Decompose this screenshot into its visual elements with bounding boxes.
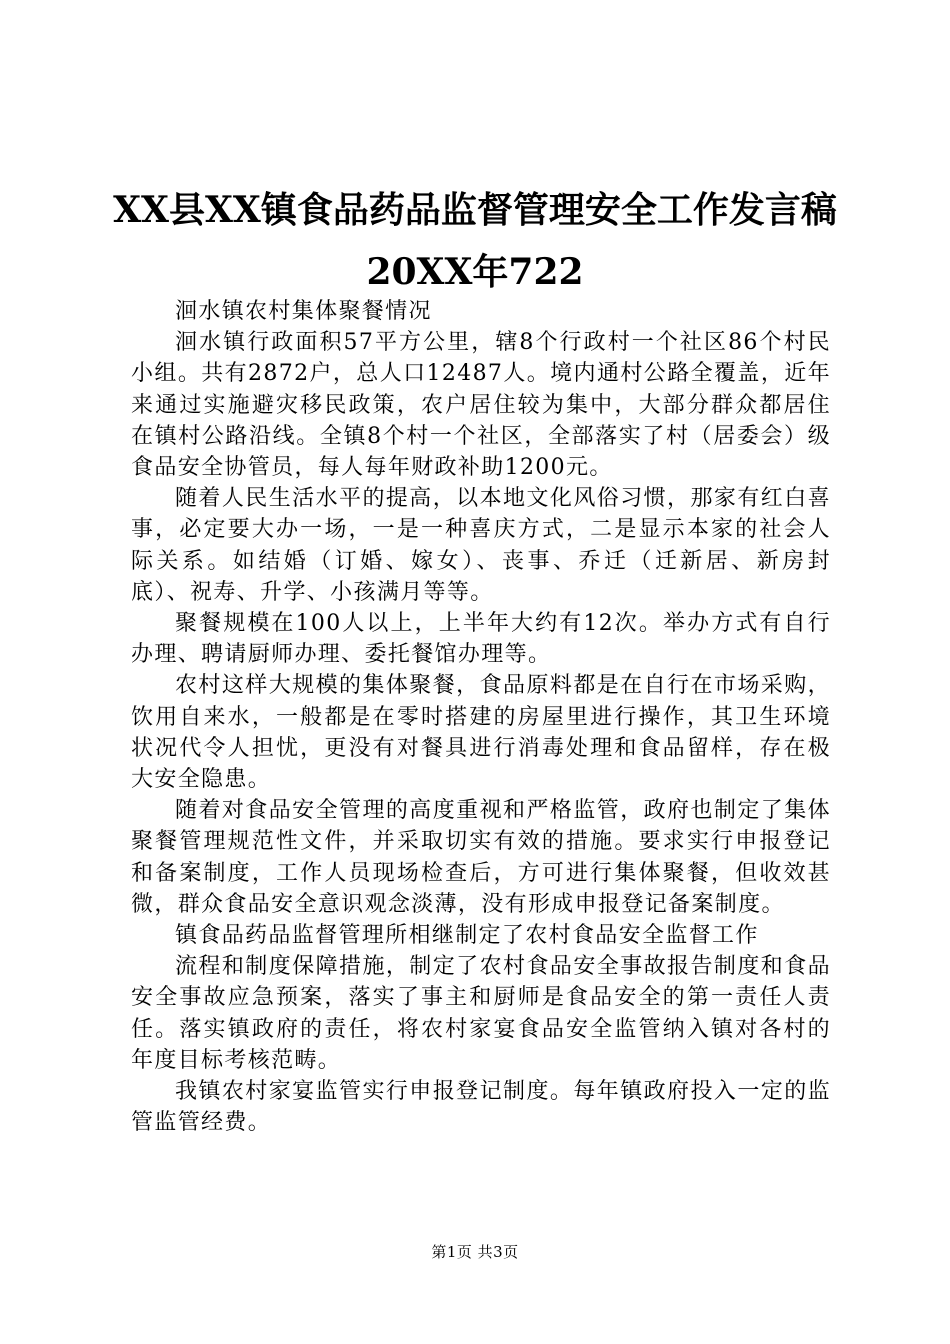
paragraph: 我镇农村家宴监管实行申报登记制度。每年镇政府投入一定的监管监管经费。 [131, 1079, 831, 1136]
paragraph: 随着对食品安全管理的高度重视和严格监管，政府也制定了集体聚餐管理规范性文件，并采取切实有效的措施。要求实行申报登记和备案制度，工作人员现场检查后，方可进行集体聚餐，但收效甚微，群众食品安全意识观念淡薄，没有形成申报登记备案制度。 [131, 798, 831, 917]
page-number-footer: 第1页 共3页 [431, 1243, 519, 1261]
paragraph: 流程和制度保障措施，制定了农村食品安全事故报告制度和食品安全事故应急预案，落实了事主和厨师是食品安全的第一责任人责任。落实镇政府的责任，将农村家宴食品安全监管纳入镇对各村的年度目标考核范畴。 [131, 954, 831, 1073]
paragraph: 聚餐规模在100人以上，上半年大约有12次。举办方式有自行办理、聘请厨师办理、委托餐馆办理等。 [131, 611, 831, 668]
paragraph: 农村这样大规模的集体聚餐，食品原料都是在自行在市场采购，饮用自来水，一般都是在零时搭建的房屋里进行操作，其卫生环境状况代令人担忧，更没有对餐具进行消毒处理和食品留样，存在极大安全隐患。 [131, 673, 831, 793]
paragraph: 洄水镇行政面积57平方公里，辖8个行政村一个社区86个村民小组。共有2872户，总人口12487人。境内通村公路全覆盖，近年来通过实施避灾移民政策，农户居住较为集中，大部分群众都居住在镇村公路沿线。全镇8个村一个社区，全部落实了村（居委会）级食品安全协管员，每人每年财政补助1200元。 [131, 330, 831, 481]
document-body [131, 296, 831, 1138]
document-title-line-1: XX县XX镇食品药品监督管理安全工作发言稿 [113, 189, 837, 231]
paragraph: 随着人民生活水平的提高，以本地文化风俗习惯，那家有红白喜事，必定要大办一场，一是一种喜庆方式，二是显示本家的社会人际关系。如结婚（订婚、嫁女）、丧事、乔迁（迁新居、新房封底）、祝寿、升学、小孩满月等等。 [131, 486, 831, 605]
paragraph-heading: 洄水镇农村集体聚餐情况 [175, 299, 432, 324]
document-title-line-2: 20XX年722 [366, 251, 584, 293]
paragraph: 镇食品药品监督管理所相继制定了农村食品安全监督工作 [175, 923, 759, 949]
